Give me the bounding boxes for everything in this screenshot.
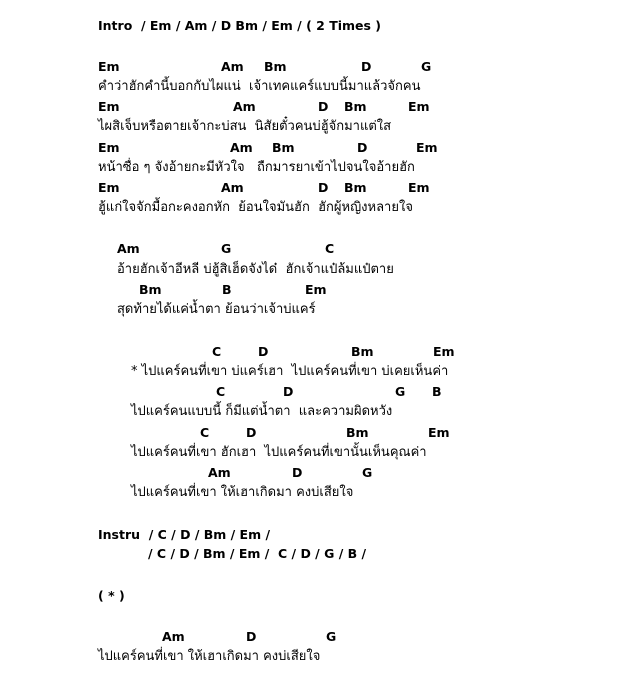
chord-row (0, 140, 620, 156)
chord-label: D (361, 59, 372, 74)
lyric-line: ฮู้แก่ใจจักมื้อกะคงอกหัก ย้อนใจมันฮัก ฮักผู้หญิงหลายใจ (98, 200, 413, 215)
chord-label: Am (230, 140, 253, 155)
chord-label: D (318, 180, 329, 195)
chord-label: D (357, 140, 368, 155)
chord-label: G (326, 629, 337, 644)
lyric-line: อ้ายฮักเจ้าอีหลี บ่ฮู้สิเฮ็ดจังได๋ ฮักเจ้าแป๋ล้มแป๋ตาย (117, 262, 394, 277)
chord-label: Em (408, 180, 430, 195)
chord-label: C (212, 344, 222, 359)
chord-label: G (421, 59, 432, 74)
chord-label: Bm (346, 425, 369, 440)
chord-label: D (258, 344, 269, 359)
chord-label: Bm (344, 180, 367, 195)
lyric-line: ไปแคร์คนแบบนี้ ก็มีแต่น้ำตา และความผิดหวัง (131, 404, 393, 419)
lyric-line: ไผสิเจ็บหรือตายเจ้ากะบ่สน นิสัยตั๋วคนบ่ฮู้จักมาแต่ใส (98, 119, 392, 134)
chord-label: Bm (139, 282, 162, 297)
chord-row (0, 282, 620, 298)
chord-row (0, 99, 620, 115)
chord-label: G (362, 465, 373, 480)
chord-row (0, 425, 620, 441)
chord-label: Am (233, 99, 256, 114)
chord-label: C (325, 241, 335, 256)
chord-label: Bm (351, 344, 374, 359)
chord-label: Em (98, 180, 120, 195)
lyric-line: ไปแคร์คนที่เขา ให้เฮาเกิดมา คงบ่เสียใจ (98, 649, 321, 664)
chord-label: B (222, 282, 232, 297)
chord-row (0, 465, 620, 481)
chord-label: C (216, 384, 226, 399)
chord-label: Em (98, 140, 120, 155)
chord-label: G (221, 241, 232, 256)
lyric-line: สุดท้ายได้แค่น้ำตา ย้อนว่าเจ้าบ่แคร์ (117, 302, 316, 317)
chord-row (0, 384, 620, 400)
chord-label: Am (221, 59, 244, 74)
chord-label: Am (162, 629, 185, 644)
chord-label: C (200, 425, 210, 440)
instru-line-1: Instru / C / D / Bm / Em / (98, 527, 271, 542)
chord-label: D (246, 425, 257, 440)
lyric-line: ไปแคร์คนที่เขา ให้เฮาเกิดมา คงบ่เสียใจ (131, 485, 354, 500)
chord-label: Em (433, 344, 455, 359)
repeat-chorus-marker: ( * ) (98, 588, 125, 603)
chord-label: Am (208, 465, 231, 480)
lyric-line: คำว่าฮักคำนี้บอกกับไผแน่ เจ้าเทคแคร์แบบนี้มาแล้วจักคน (98, 79, 421, 94)
chord-label: D (246, 629, 257, 644)
chord-label: Em (305, 282, 327, 297)
chord-label: Em (98, 99, 120, 114)
chord-label: Em (416, 140, 438, 155)
outro-chord-row (0, 629, 620, 645)
lyric-line: หน้าซื่อ ๆ จังอ้ายกะมีหัวใจ ถืกมารยาเข้าไปจนใจอ้ายฮัก (98, 160, 415, 175)
chord-label: Em (98, 59, 120, 74)
chord-label: B (432, 384, 442, 399)
chord-row (0, 344, 620, 360)
chord-row (0, 180, 620, 196)
chord-label: Bm (344, 99, 367, 114)
chord-label: Am (221, 180, 244, 195)
chord-label: D (318, 99, 329, 114)
chord-label: D (292, 465, 303, 480)
intro-line: Intro / Em / Am / D Bm / Em / ( 2 Times ) (98, 18, 382, 33)
chord-label: G (395, 384, 406, 399)
chord-label: Em (428, 425, 450, 440)
chord-label: D (283, 384, 294, 399)
chord-row (0, 241, 620, 257)
chord-row (0, 59, 620, 75)
instru-line-2: / C / D / Bm / Em / C / D / G / B / (148, 546, 367, 561)
chord-label: Am (117, 241, 140, 256)
chord-label: Bm (264, 59, 287, 74)
lyric-line: ไปแคร์คนที่เขา ฮักเฮา ไปแคร์คนที่เขานั้นเห็นคุณค่า (131, 445, 427, 460)
chord-label: Bm (272, 140, 295, 155)
lyric-line: * ไปแคร์คนที่เขา บ่แคร์เฮา ไปแคร์คนที่เขา บ่เคยเห็นค่า (131, 364, 449, 379)
chord-label: Em (408, 99, 430, 114)
